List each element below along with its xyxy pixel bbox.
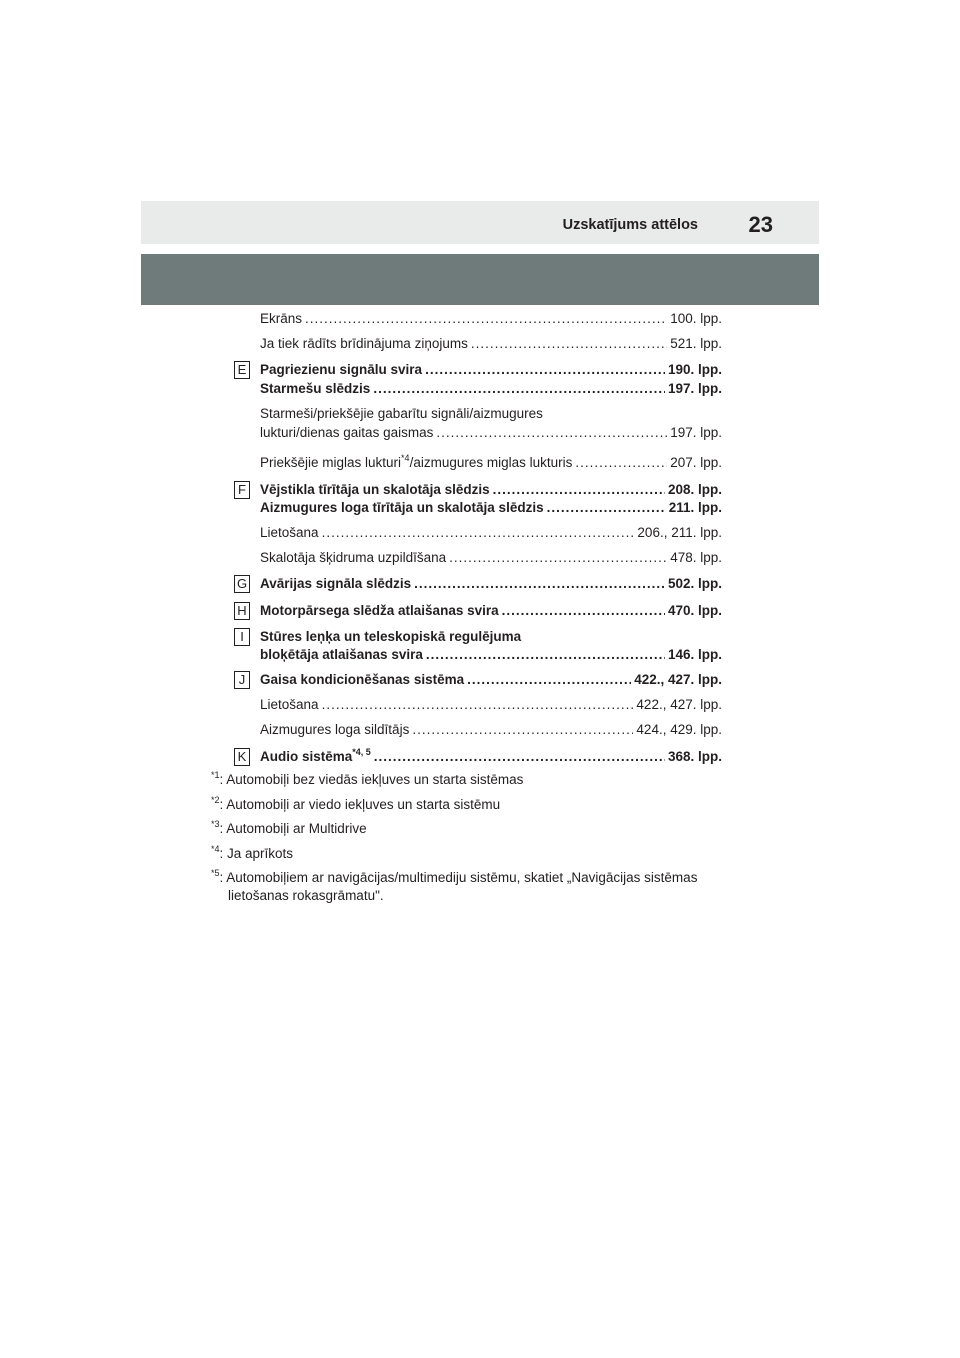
marker-g: G [234,575,250,593]
toc-entry-starmesi-line1: Starmeši/priekšējie gabarītu signāli/aizmugures [260,406,543,421]
toc-entry-audio[interactable]: Audio sistēma$^{*4, 5}$ ..... 368. lpp. [260,748,722,766]
toc-entry-lietosana-1[interactable]: Lietošana ..... 206., 211. lpp. [260,524,722,542]
toc-entry-bridinajums[interactable]: Ja tiek rādīts brīdinājuma ziņojums ..... 521. lpp. [260,335,722,353]
toc-entry-vejstikla[interactable]: Vējstikla tīrītāja un skalotāja slēdzis ..... 208. lpp. [260,481,722,499]
toc-entry-starmesi[interactable]: lukturi/dienas gaitas gaismas ..... 197. lpp. [260,424,722,442]
footnote-5: $^{*5}$: Automobiļiem ar navigācijas/multimediju sistēmu, skatiet „Navigācijas sistēmas lietošanas rokasgrāmatu". [211,868,698,903]
toc-entry-gaisa[interactable]: Gaisa kondicionēšanas sistēma ..... 422., 427. lpp. [260,671,722,689]
toc-entry-pagriezienu[interactable]: Pagriezienu signālu svira ..... 190. lpp. [260,361,722,379]
dark-band [141,254,819,305]
toc-entry-avarijas[interactable]: Avārijas signāla slēdzis ..... 502. lpp. [260,575,722,593]
marker-f: F [234,481,250,499]
toc-entry-ekrans[interactable]: Ekrāns ..... 100. lpp. [260,310,722,328]
toc-entry-stures[interactable]: bloķētāja atlaišanas svira ..... 146. lpp. [260,646,722,664]
section-title: Uzskatījums attēlos [562,217,698,233]
toc-entry-lietosana-2[interactable]: Lietošana ..... 422., 427. lpp. [260,696,722,714]
toc-entry-starmesu[interactable]: Starmešu slēdzis ..... 197. lpp. [260,380,722,398]
marker-e: E [234,361,250,379]
toc-entry-motorparsega[interactable]: Motorpārsega slēdža atlaišanas svira ..... 470. lpp. [260,602,722,620]
toc-entry-stures-line1: Stūres leņķa un teleskopiskā regulējuma [260,629,522,644]
page-number: 23 [748,212,773,237]
toc-entry-sildītajs[interactable]: Aizmugures loga sildītājs ..... 424., 429. lpp. [260,721,722,739]
footnote-3: $^{*3}$: Automobiļi ar Multidrive [211,819,367,836]
footnote-4: $^{*4}$: Ja aprīkots [211,844,294,861]
marker-h: H [234,602,250,620]
marker-k: K [234,748,250,766]
toc-entry-skalotaja[interactable]: Skalotāja šķidruma uzpildīšana ..... 478. lpp. [260,549,722,567]
marker-j: J [234,671,250,689]
marker-i: I [234,628,250,646]
toc-entry-aizmugures-loga[interactable]: Aizmugures loga tīrītāja un skalotāja slēdzis ..... 211. lpp. [260,499,722,517]
footnote-1: $^{*1}$: Automobiļi bez viedās iekļuves un starta sistēmas [211,770,524,787]
toc-entry-miglas[interactable]: Priekšējie miglas lukturi$^{*4}$/aizmugures miglas lukturis ..... 207. lpp. [260,454,722,472]
footnote-5-continuation: lietošanas rokasgrāmatu". [228,888,384,903]
header-band [141,201,819,244]
footnote-2: $^{*2}$: Automobiļi ar viedo iekļuves un starta sistēmu [211,795,501,812]
